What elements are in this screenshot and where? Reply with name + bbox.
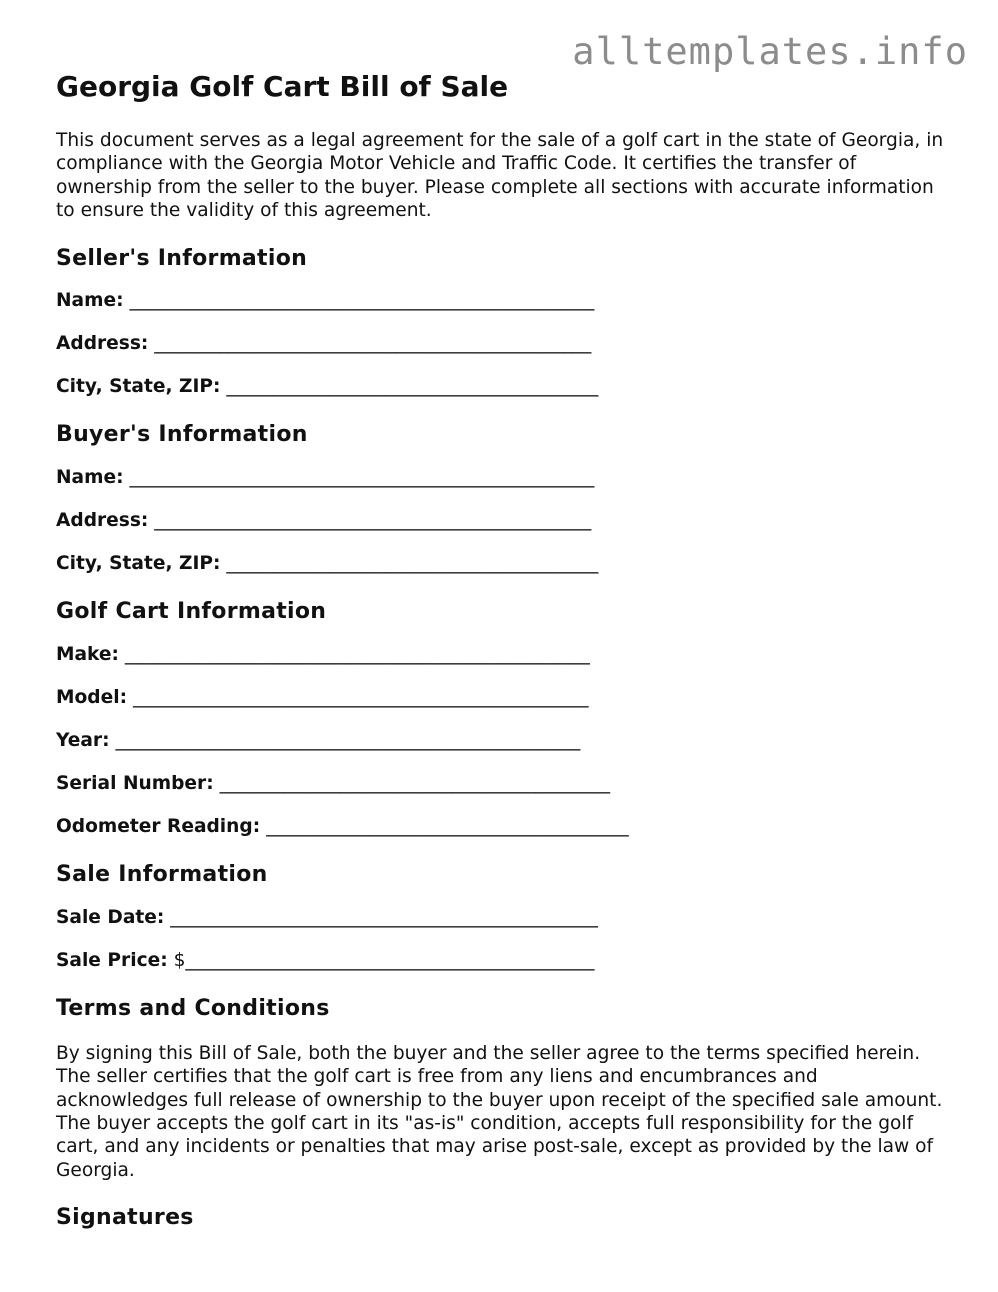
document-page: [56, 68, 946, 1233]
signatures-heading: Signatures: [56, 1204, 194, 1230]
buyer-section: [56, 420, 946, 595]
buyer-address-field[interactable]: [56, 509, 946, 552]
fill-line[interactable]: _______________________________________: [266, 816, 629, 838]
terms-section: [56, 994, 946, 1182]
field-label: Name:: [56, 290, 124, 312]
fill-line[interactable]: __________________________________________: [219, 773, 611, 795]
field-label: Address:: [56, 333, 149, 355]
fill-line[interactable]: _______________________________________________: [154, 333, 592, 355]
cart-make-field[interactable]: [56, 643, 946, 686]
field-label: Name:: [56, 467, 124, 489]
fill-line[interactable]: _______________________________________________: [154, 510, 592, 532]
buyer-city-state-zip-field[interactable]: [56, 552, 946, 595]
seller-heading: Seller's Information: [56, 246, 308, 272]
seller-address-field[interactable]: [56, 332, 946, 375]
cart-odometer-field[interactable]: [56, 815, 946, 858]
seller-name-field[interactable]: [56, 289, 946, 332]
field-label: City, State, ZIP:: [56, 553, 221, 575]
field-label: Make:: [56, 644, 119, 666]
buyer-heading: Buyer's Information: [56, 422, 308, 448]
cart-model-field[interactable]: [56, 686, 946, 729]
buyer-name-field[interactable]: [56, 466, 946, 509]
field-label: Sale Price:: [56, 950, 168, 972]
field-label: Odometer Reading:: [56, 816, 261, 838]
intro-paragraph: This document serves as a legal agreement for the sale of a golf cart in the state of Georgia, in compliance with the Georgia Motor Vehicle and Traffic Code. It certifies the transfer of ownership from the seller to the buyer. Please complete all sections with accurate information to ensure the validity of this agreement.: [56, 130, 944, 221]
watermark: alltemplates.info: [572, 30, 968, 73]
seller-city-state-zip-field[interactable]: [56, 375, 946, 418]
field-label: City, State, ZIP:: [56, 376, 221, 398]
fill-line[interactable]: _________________________________________________: [132, 687, 589, 709]
field-label: Year:: [56, 730, 110, 752]
document-title: Georgia Golf Cart Bill of Sale: [56, 70, 509, 103]
field-label: Serial Number:: [56, 773, 214, 795]
cart-serial-number-field[interactable]: [56, 772, 946, 815]
golf-cart-heading: Golf Cart Information: [56, 599, 327, 625]
fill-line[interactable]: __________________________________________________: [124, 644, 590, 666]
cart-year-field[interactable]: [56, 729, 946, 772]
field-label: Model:: [56, 687, 128, 709]
sale-price-field[interactable]: [56, 949, 946, 992]
terms-heading: Terms and Conditions: [56, 996, 330, 1022]
fill-line[interactable]: ________________________________________: [226, 376, 599, 398]
field-label: Address:: [56, 510, 149, 532]
fill-line[interactable]: __________________________________________________: [129, 467, 595, 489]
fill-line[interactable]: $____________________________________________: [173, 950, 595, 972]
field-label: Sale Date:: [56, 907, 165, 929]
golf-cart-section: [56, 597, 946, 858]
terms-paragraph: By signing this Bill of Sale, both the buyer and the seller agree to the terms specified herein. The seller certifies that the golf cart is free from any liens and encumbrances and acknowledges full release of ownership to the buyer upon receipt of the specified sale amount. The buyer accepts the golf cart in its "as-is" condition, accepts full responsibility for the golf cart, and any incidents or penalties that may arise post-sale, except as provided by the law of Georgia.: [56, 1043, 943, 1181]
fill-line[interactable]: __________________________________________________: [129, 290, 595, 312]
signatures-section: [56, 1203, 946, 1233]
fill-line[interactable]: ________________________________________: [226, 553, 599, 575]
fill-line[interactable]: __________________________________________________: [115, 730, 581, 752]
fill-line[interactable]: ______________________________________________: [170, 907, 598, 929]
sale-date-field[interactable]: [56, 906, 946, 949]
sale-section: [56, 860, 946, 992]
sale-heading: Sale Information: [56, 862, 268, 888]
seller-section: [56, 244, 946, 418]
